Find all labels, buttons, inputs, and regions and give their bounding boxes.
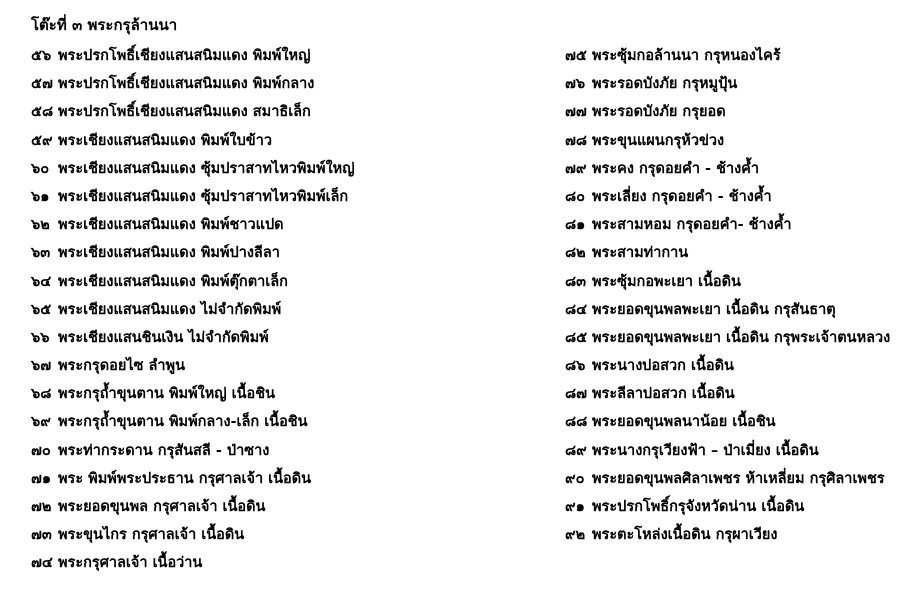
item-number: ๖๕: [31, 300, 52, 318]
list-item: [565, 524, 890, 552]
list-item: [565, 355, 890, 383]
item-number: ๘๙: [565, 441, 587, 459]
item-text: พระเชียงแสนสนิมแดง ไม่จำกัดพิมพ์: [58, 300, 282, 318]
item-text: พระเชียงแสนสนิมแดง พิมพ์ใบข้าว: [58, 131, 272, 149]
list-item: [31, 186, 355, 214]
item-number: ๙๒: [565, 526, 586, 544]
item-text: พระ พิมพ์พระประธาน กรุศาลเจ้า เนื้อดิน: [58, 469, 312, 487]
item-number: ๘๖: [565, 357, 586, 375]
item-text: พระนางกรุเวียงฟ้า – ป่าเมี่ยง เนื้อดิน: [592, 441, 819, 459]
list-item: [31, 214, 355, 242]
list-item: [565, 186, 890, 214]
list-item: [565, 73, 890, 101]
list-item: [565, 158, 890, 186]
item-number: ๘๓: [565, 272, 587, 290]
item-text: พระขุนไกร กรุศาลเจ้า เนื้อดิน: [58, 526, 245, 544]
list-item: [31, 45, 355, 73]
item-text: พระเลี่ยง กรุดอยคำ - ช้างค้ำ: [592, 187, 772, 205]
item-number: ๘๗: [565, 385, 588, 403]
list-item: [31, 383, 355, 411]
item-number: ๖๗: [31, 357, 52, 375]
item-text: พระรอดบังภัย กรุหมูปุ้น: [592, 75, 738, 93]
item-text: พระยอดขุนพลศิลาเพชร ห้าเหลี่ยม กรุศิลาเพชร: [592, 469, 885, 487]
list-item: [31, 299, 355, 327]
item-number: ๗๓: [31, 526, 52, 544]
list-item: [565, 101, 890, 129]
list-item: [31, 411, 355, 439]
item-number: ๗๕: [565, 47, 587, 64]
list-item: [31, 496, 355, 524]
item-text: พระสามหอม กรุดอยคำ- ช้างค้ำ: [592, 216, 792, 234]
item-text: พระเชียงแสนสนิมแดง พิมพ์ชาวแปด: [58, 216, 284, 234]
list-item: [31, 524, 355, 552]
item-number: ๙๑: [565, 498, 585, 515]
item-text: พระยอดขุนพลนาน้อย เนื้อชิน: [592, 413, 776, 431]
item-number: ๗๐: [31, 441, 51, 459]
item-number: ๘๕: [565, 328, 588, 346]
item-number: ๖๒: [31, 216, 50, 234]
list-item: [31, 101, 355, 129]
list-item: [565, 130, 890, 158]
list-item: [565, 327, 890, 355]
item-text: พระรอดบังภัย กรุยอด: [592, 103, 726, 121]
item-number: ๕๗: [31, 75, 53, 93]
item-text: พระซุ้มกอล้านนา กรุหนองไคร้: [592, 47, 781, 64]
item-text: พระเชียงแสนสนิมแดง ซุ้มปราสาทไหวพิมพ์ใหญ่: [58, 159, 355, 177]
item-number: ๗๗: [565, 103, 587, 121]
list-item: [31, 440, 355, 468]
item-text: พระปรกโพธิ์เชียงแสนสนิมแดง สมาธิเล็ก: [58, 103, 311, 121]
list-item: [565, 299, 890, 327]
item-number: ๘๘: [565, 413, 588, 431]
item-text: พระกรุถ้ำขุนตาน พิมพ์ใหญ่ เนื้อชิน: [58, 385, 276, 403]
item-text: พระยอดขุนพลพะเยา เนื้อดิน กรุสันธาตุ: [592, 300, 836, 318]
item-text: พระนางบ่อสวก เนื้อดิน: [592, 357, 734, 375]
item-number: ๗๘: [565, 131, 588, 149]
list-item: [565, 45, 890, 73]
item-number: ๘๐: [565, 187, 586, 205]
list-item: [565, 411, 890, 439]
list-item: [565, 383, 890, 411]
list-item: [31, 271, 355, 299]
list-item: [31, 130, 355, 158]
item-text: พระเชียงแสนสนิมแดง พิมพ์ปางลีลา: [58, 244, 280, 262]
item-number: ๗๒: [31, 498, 52, 515]
item-text: พระยอดขุนพลพะเยา เนื้อดิน กรุพระเจ้าตนหลวง: [592, 328, 891, 346]
item-number: ๕๖: [31, 47, 52, 64]
list-item: [31, 327, 355, 355]
list-item: [565, 496, 890, 524]
item-number: ๘๒: [565, 244, 586, 262]
item-number: ๗๙: [565, 159, 587, 177]
list-item: [31, 242, 355, 270]
item-text: พระเชียงแสนสนิมแดง ซุ้มปราสาทไหวพิมพ์เล็ก: [58, 187, 349, 205]
item-text: พระกรุดอยไซ ลำพูน: [58, 357, 186, 375]
item-number: ๗๖: [565, 75, 586, 93]
item-text: พระสามท่ากาน: [592, 244, 689, 262]
item-number: ๘๔: [565, 300, 588, 318]
item-text: พระคง กรุดอยคำ - ช้างค้ำ: [592, 159, 760, 177]
list-item: [31, 73, 355, 101]
item-number: ๖๖: [31, 328, 50, 346]
item-text: พระท่ากระดาน กรุสันสลี - ป่าซาง: [58, 441, 270, 459]
list-item: [31, 355, 355, 383]
item-number: ๙๐: [565, 469, 585, 487]
item-number: ๕๘: [31, 103, 54, 121]
item-text: พระปรกโพธิ์เชียงแสนสนิมแดง พิมพ์ใหญ่: [58, 47, 311, 64]
right-column: [565, 45, 890, 552]
list-item: [31, 158, 355, 186]
item-text: พระยอดขุนพล กรุศาลเจ้า เนื้อดิน: [58, 498, 266, 515]
item-text: พระกรุถ้ำขุนตาน พิมพ์กลาง-เล็ก เนื้อชิน: [58, 413, 308, 431]
item-text: พระตะโหล่งเนื้อดิน กรุผาเวียง: [592, 526, 778, 544]
item-text: พระกรุศาลเจ้า เนื้อว่าน: [58, 554, 203, 572]
item-number: ๕๙: [31, 131, 53, 149]
item-text: พระปรกโพธิ์กรุจังหวัดน่าน เนื้อดิน: [592, 498, 805, 515]
item-number: ๖๑: [31, 187, 50, 205]
item-number: ๖๓: [31, 244, 51, 262]
list-item: [565, 468, 890, 496]
list-item: [31, 468, 355, 496]
item-number: ๗๔: [31, 554, 53, 572]
item-number: ๖๔: [31, 272, 52, 290]
item-text: พระลีลาบ่อสวก เนื้อดิน: [592, 385, 735, 403]
list-item: [565, 214, 890, 242]
item-text: พระซุ้มกอพะเยา เนื้อดิน: [592, 272, 741, 290]
list-item: [565, 440, 890, 468]
left-column: [31, 45, 355, 581]
item-text: พระเชียงแสนชินเงิน ไม่จำกัดพิมพ์: [58, 328, 269, 346]
item-number: ๖๙: [31, 413, 51, 431]
list-item: [565, 242, 890, 270]
list-item: [31, 552, 355, 580]
item-number: ๗๑: [31, 469, 52, 487]
item-number: ๖๘: [31, 385, 52, 403]
list-item: [565, 271, 890, 299]
page-title: โต๊ะที่ ๓ พระกรุล้านนา: [31, 16, 178, 34]
item-text: พระปรกโพธิ์เชียงแสนสนิมแดง พิมพ์กลาง: [58, 75, 315, 93]
item-number: ๖๐: [31, 159, 50, 177]
item-text: พระเชียงแสนสนิมแดง พิมพ์ตุ๊กตาเล็ก: [58, 272, 288, 290]
item-number: ๘๑: [565, 216, 586, 234]
item-text: พระขุนแผนกรุห้วข่วง: [592, 131, 725, 149]
